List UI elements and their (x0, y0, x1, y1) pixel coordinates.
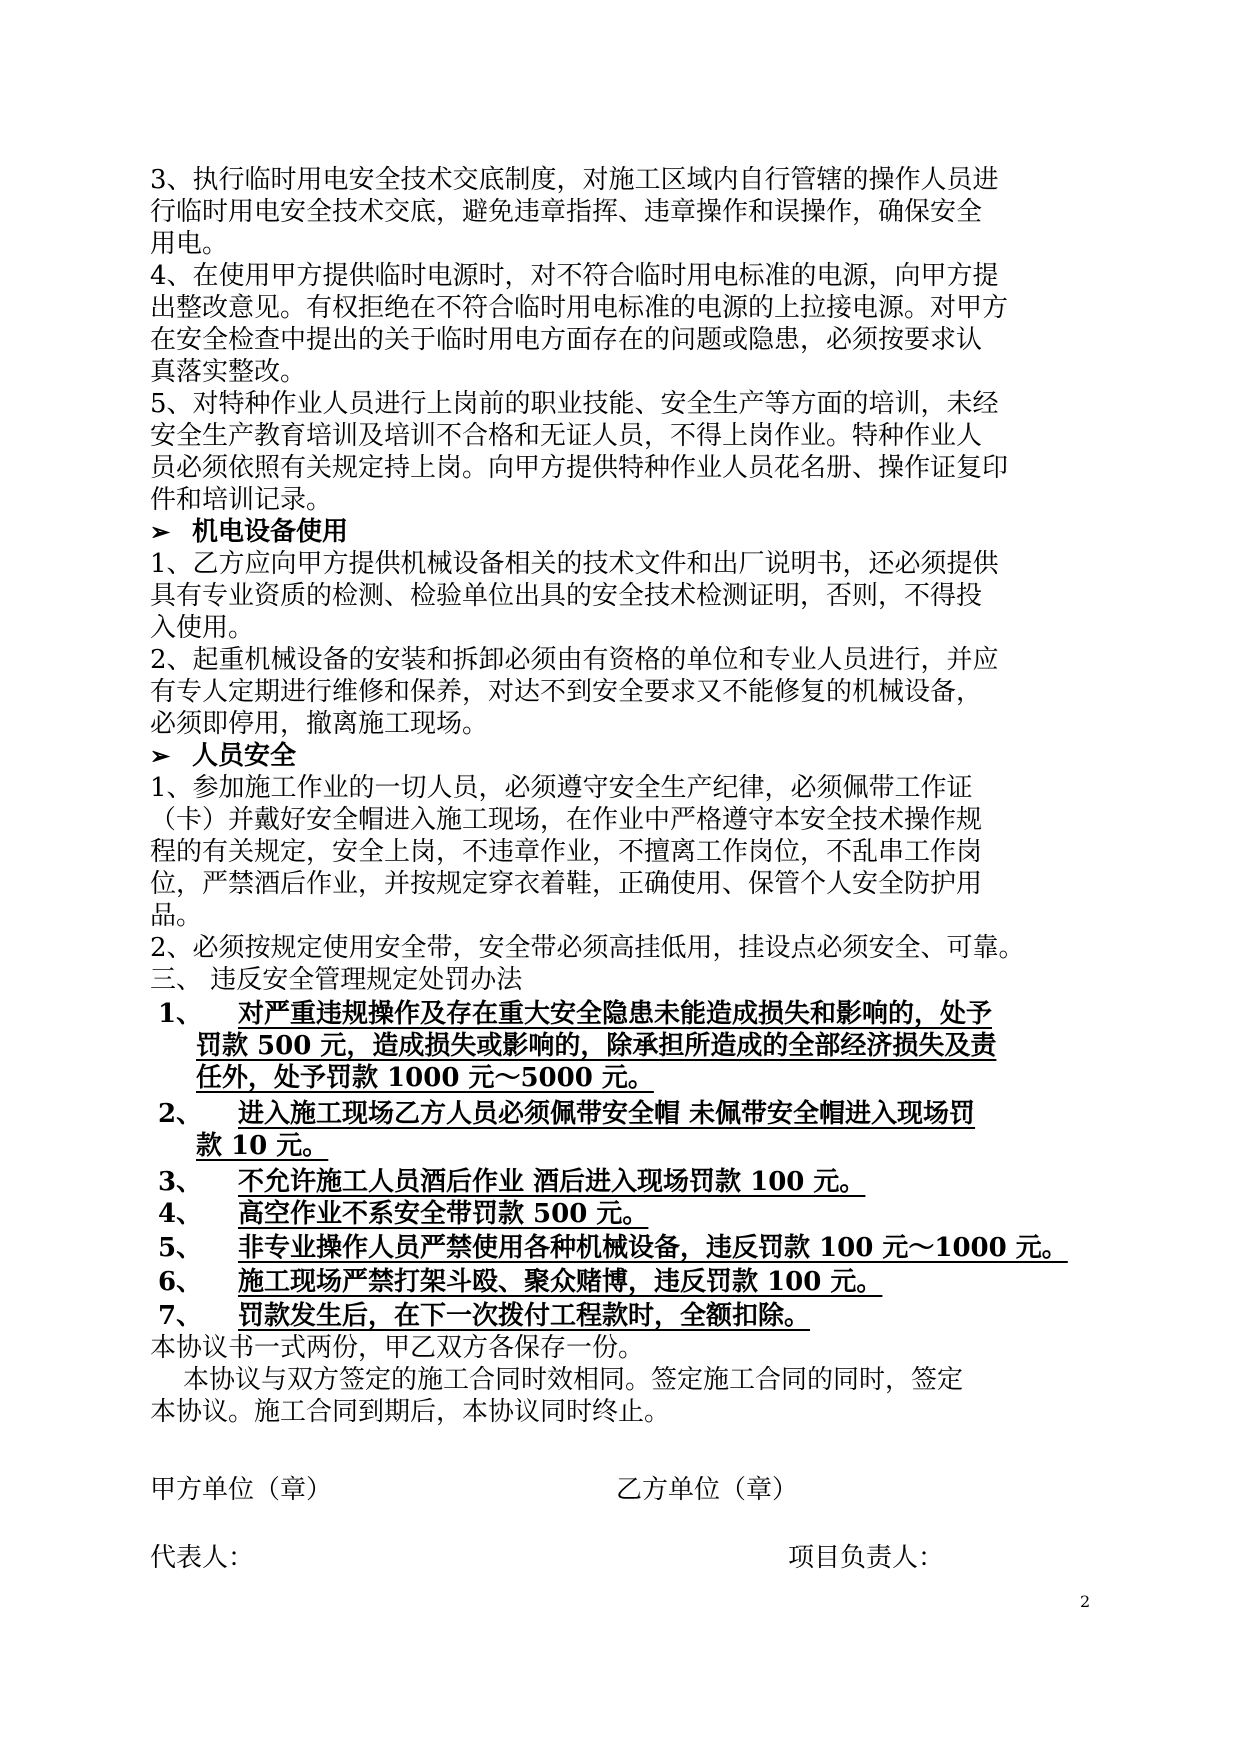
closing-line: 本协议与双方签定的施工合同时效相同。签定施工合同的同时，签定 (150, 1365, 964, 1395)
penalty-number: 3、 (158, 1167, 203, 1197)
penalty-item-3 (158, 1166, 865, 1198)
body-line: 真落实整改。 (150, 357, 307, 387)
body-line: 件和培训记录。 (150, 485, 333, 515)
penalty-item-7 (158, 1300, 810, 1332)
arrow-bullet-icon: ➢ (150, 517, 171, 546)
penalty-number: 5、 (158, 1233, 203, 1263)
penalty-text: 高空作业不系安全带罚款 500 元。 (238, 1199, 649, 1229)
body-line: 行临时用电安全技术交底，避免违章指挥、违章操作和误操作，确保安全 (150, 197, 983, 227)
body-line: 有专人定期进行维修和保养，对达不到安全要求又不能修复的机械设备， (150, 677, 983, 707)
body-line: 2、必须按规定使用安全带，安全带必须高挂低用，挂设点必须安全、可靠。 (150, 933, 1025, 963)
penalty-item-6 (158, 1266, 882, 1298)
body-line: 安全生产教育培训及培训不合格和无证人员，不得上岗作业。特种作业人 (150, 421, 983, 451)
penalty-continuation: 款 10 元。 (196, 1131, 329, 1161)
penalty-item-5 (158, 1232, 1068, 1264)
heading-text: 机电设备使用 (192, 517, 349, 547)
penalty-text: 施工现场严禁打架斗殴、聚众赌博，违反罚款 100 元。 (238, 1267, 883, 1297)
body-line: 用电。 (150, 229, 229, 259)
party-b-unit-label: 乙方单位（章） (616, 1475, 799, 1505)
penalty-number: 7、 (158, 1301, 203, 1331)
body-line: 入使用。 (150, 613, 255, 643)
penalty-text: 罚款发生后，在下一次拨付工程款时，全额扣除。 (238, 1301, 811, 1331)
penalty-number: 2、 (158, 1099, 203, 1129)
body-line: 出整改意见。有权拒绝在不符合临时用电标准的电源的上拉接电源。对甲方 (150, 293, 1009, 323)
body-line: 位，严禁酒后作业，并按规定穿衣着鞋，正确使用、保管个人安全防护用 (150, 869, 983, 899)
penalty-number: 4、 (158, 1199, 203, 1229)
body-line: 1、参加施工作业的一切人员，必须遵守安全生产纪律，必须佩带工作证 (150, 773, 973, 803)
heading-text: 人员安全 (192, 741, 297, 771)
body-line: 程的有关规定，安全上岗，不违章作业，不擅离工作岗位，不乱串工作岗 (150, 837, 983, 867)
penalty-item-4 (158, 1198, 648, 1230)
penalty-continuation: 罚款 500 元，造成损失或影响的，除承担所造成的全部经济损失及责 (196, 1031, 997, 1061)
penalty-number: 1、 (158, 999, 203, 1029)
penalty-item-1 (158, 998, 992, 1030)
body-line: 2、起重机械设备的安装和拆卸必须由有资格的单位和专业人员进行，并应 (150, 645, 999, 675)
penalty-continuation: 任外，处予罚款 1000 元～5000 元。 (196, 1063, 654, 1093)
penalty-item-2 (158, 1098, 975, 1130)
party-a-unit-label: 甲方单位（章） (150, 1475, 333, 1505)
body-line: 3、执行临时用电安全技术交底制度，对施工区域内自行管辖的操作人员进 (150, 165, 999, 195)
penalty-number: 6、 (158, 1267, 203, 1297)
penalty-text: 对严重违规操作及存在重大安全隐患未能造成损失和影响的，处予 (238, 999, 993, 1029)
arrow-bullet-icon: ➢ (150, 741, 171, 770)
body-line: 5、对特种作业人员进行上岗前的职业技能、安全生产等方面的培训，未经 (150, 389, 999, 419)
body-line: （卡）并戴好安全帽进入施工现场，在作业中严格遵守本安全技术操作规 (150, 805, 983, 835)
penalty-text: 进入施工现场乙方人员必须佩带安全帽 未佩带安全帽进入现场罚 (238, 1099, 976, 1129)
penalty-text: 不允许施工人员酒后作业 酒后进入现场罚款 100 元。 (238, 1167, 866, 1197)
body-line: 4、在使用甲方提供临时电源时，对不符合临时用电标准的电源，向甲方提 (150, 261, 999, 291)
body-line: 1、乙方应向甲方提供机械设备相关的技术文件和出厂说明书，还必须提供 (150, 549, 999, 579)
closing-line: 本协议书一式两份，甲乙双方各保存一份。 (150, 1333, 645, 1363)
project-manager-label: 项目负责人： (788, 1543, 945, 1573)
body-line: 员必须依照有关规定持上岗。向甲方提供特种作业人员花名册、操作证复印 (150, 453, 1009, 483)
body-line: 品。 (150, 901, 203, 931)
body-line: 在安全检查中提出的关于临时用电方面存在的问题或隐患，必须按要求认 (150, 325, 983, 355)
section-heading-machinery (150, 516, 348, 548)
body-line: 具有专业资质的检测、检验单位出具的安全技术检测证明，否则，不得投 (150, 581, 983, 611)
closing-line: 本协议。施工合同到期后，本协议同时终止。 (150, 1397, 671, 1427)
representative-label: 代表人： (150, 1543, 255, 1573)
page-number: 2 (1080, 1592, 1091, 1611)
section-title-penalties: 三、 违反安全管理规定处罚办法 (150, 965, 523, 995)
body-line: 必须即停用，撤离施工现场。 (150, 709, 489, 739)
penalty-text: 非专业操作人员严禁使用各种机械设备，违反罚款 100 元～1000 元。 (238, 1233, 1068, 1263)
section-heading-personnel (150, 740, 296, 772)
